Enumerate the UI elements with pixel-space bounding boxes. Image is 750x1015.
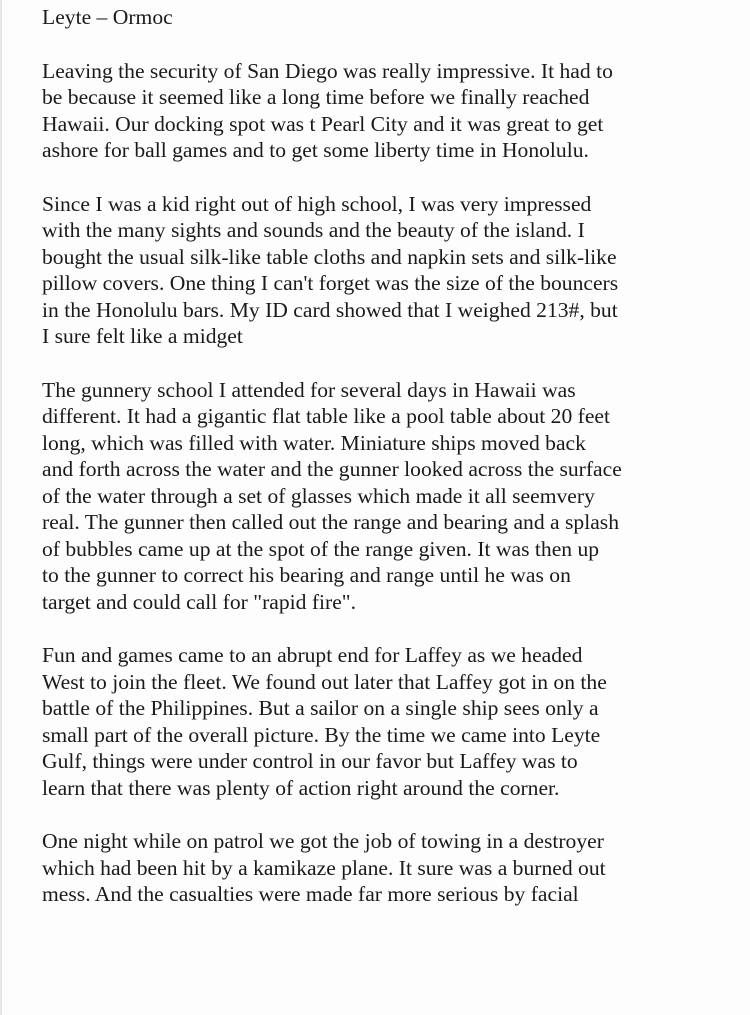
text-line: Since I was a kid right out of high school, I was very impressed bbox=[42, 191, 592, 216]
scan-edge bbox=[0, 0, 2, 1015]
paragraph-5 bbox=[42, 828, 732, 908]
text-line: bought the usual silk-like table cloths and napkin sets and silk-like bbox=[42, 244, 617, 269]
text-line: be because it seemed like a long time before we finally reached bbox=[42, 85, 590, 109]
text-line: of bubbles came up at the spot of the range given. It was then up bbox=[42, 536, 600, 561]
text-line: in the Honolulu bars. My ID card showed that I weighed 213#, but bbox=[42, 297, 618, 322]
text-line: ashore for ball games and to get some liberty time in Honolulu. bbox=[42, 138, 589, 162]
paragraph-2 bbox=[42, 191, 732, 350]
paragraph-1 bbox=[42, 58, 732, 164]
text-line: real. The gunner then called out the range and bearing and a splash bbox=[42, 510, 620, 534]
text-line: with the many sights and sounds and the beauty of the island. I bbox=[42, 218, 585, 242]
text-line: target and could call for "rapid fire". bbox=[42, 589, 357, 614]
text-line: Hawaii. Our docking spot was t Pearl City and it was great to get bbox=[42, 111, 604, 136]
text-line: One night while on patrol we got the job of towing in a destroyer bbox=[42, 829, 604, 853]
text-line: battle of the Philippines. But a sailor on a single ship sees only a bbox=[42, 696, 599, 720]
text-line: I sure felt like a midget bbox=[42, 324, 243, 348]
text-line: and forth across the water and the gunner looked across the surface bbox=[42, 457, 622, 481]
section-heading: Leyte – Ormoc bbox=[42, 5, 173, 29]
text-line: small part of the overall picture. By the time we came into Leyte bbox=[42, 722, 601, 747]
text-line: which had been hit by a kamikaze plane. It sure was a burned out bbox=[42, 855, 606, 880]
paragraph-gap bbox=[42, 801, 732, 828]
text-line: Leaving the security of San Diego was really impressive. It had to bbox=[42, 58, 613, 83]
text-line: pillow covers. One thing I can't forget was the size of the bouncers bbox=[42, 271, 619, 295]
text-line: learn that there was plenty of action right around the corner. bbox=[42, 775, 560, 800]
text-line: Fun and games came to an abrupt end for Laffey as we headed bbox=[42, 643, 583, 667]
text-line: The gunnery school I attended for several days in Hawaii was bbox=[42, 377, 576, 402]
paragraph-gap bbox=[42, 615, 732, 642]
text-line: Gulf, things were under control in our favor but Laffey was to bbox=[42, 749, 578, 773]
text-line: long, which was filled with water. Miniature ships moved back bbox=[42, 430, 586, 455]
paragraph-gap bbox=[42, 31, 732, 58]
paragraph-gap bbox=[42, 164, 732, 191]
text-line: different. It had a gigantic flat table like a pool table about 20 feet bbox=[42, 404, 611, 428]
paragraph-3 bbox=[42, 377, 732, 616]
text-line: West to join the fleet. We found out later that Laffey got in on the bbox=[42, 669, 607, 694]
document-body bbox=[42, 0, 732, 908]
text-line: of the water through a set of glasses which made it all seemvery bbox=[42, 483, 595, 508]
paragraph-4 bbox=[42, 642, 732, 801]
text-line: to the gunner to correct his bearing and range until he was on bbox=[42, 563, 571, 587]
text-line: mess. And the casualties were made far more serious by facial bbox=[42, 882, 579, 906]
paragraph-gap bbox=[42, 350, 732, 377]
